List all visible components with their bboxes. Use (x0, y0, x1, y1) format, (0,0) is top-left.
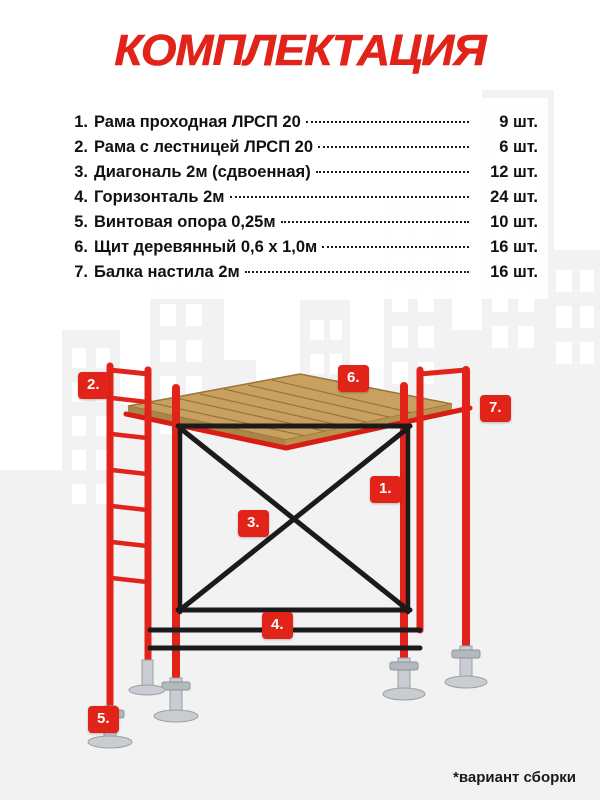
callout-3[interactable]: 3. (238, 510, 269, 537)
item-number: 7. (74, 263, 88, 281)
footnote: *вариант сборки (453, 769, 576, 786)
item-number: 2. (74, 138, 88, 156)
list-item (62, 135, 538, 160)
list-item (62, 260, 538, 285)
leader-dots (318, 145, 469, 148)
leader-dots (306, 120, 469, 123)
item-quantity: 10 шт. (490, 213, 538, 231)
item-number: 5. (74, 213, 88, 231)
screw-jacks (88, 646, 487, 748)
components-list (52, 98, 548, 299)
list-item (62, 160, 538, 185)
leader-dots (230, 195, 469, 198)
item-number: 6. (74, 238, 88, 256)
item-number: 1. (74, 113, 88, 131)
item-quantity: 16 шт. (490, 263, 538, 281)
callout-7[interactable]: 7. (480, 395, 511, 422)
item-name: Горизонталь 2м (94, 188, 225, 206)
item-quantity: 12 шт. (490, 163, 538, 181)
callout-2[interactable]: 2. (78, 372, 109, 399)
list-item (62, 185, 538, 210)
item-name: Винтовая опора 0,25м (94, 213, 276, 231)
list-item (62, 110, 538, 135)
callout-5[interactable]: 5. (88, 706, 119, 733)
item-quantity: 16 шт. (490, 238, 538, 256)
leader-dots (316, 170, 469, 173)
item-quantity: 9 шт. (499, 113, 538, 131)
list-item (62, 210, 538, 235)
item-name: Балка настила 2м (94, 263, 240, 281)
item-number: 3. (74, 163, 88, 181)
item-name: Рама с лестницей ЛРСП 20 (94, 138, 313, 156)
item-number: 4. (74, 188, 88, 206)
leader-dots (281, 220, 469, 223)
ladder-rungs (112, 398, 147, 582)
item-name: Рама проходная ЛРСП 20 (94, 113, 301, 131)
item-quantity: 24 шт. (490, 188, 538, 206)
leader-dots (322, 245, 469, 248)
diagonal-braces (180, 428, 408, 610)
page-title: КОМПЛЕКТАЦИЯ (114, 26, 486, 75)
list-item (62, 235, 538, 260)
item-name: Щит деревянный 0,6 х 1,0м (94, 238, 318, 256)
callout-1[interactable]: 1. (370, 476, 401, 503)
item-quantity: 6 шт. (499, 138, 538, 156)
callout-4[interactable]: 4. (262, 612, 293, 639)
top-horizontals (110, 370, 466, 374)
callout-6[interactable]: 6. (338, 365, 369, 392)
item-name: Диагональ 2м (сдвоенная) (94, 163, 311, 181)
leader-dots (245, 270, 469, 273)
